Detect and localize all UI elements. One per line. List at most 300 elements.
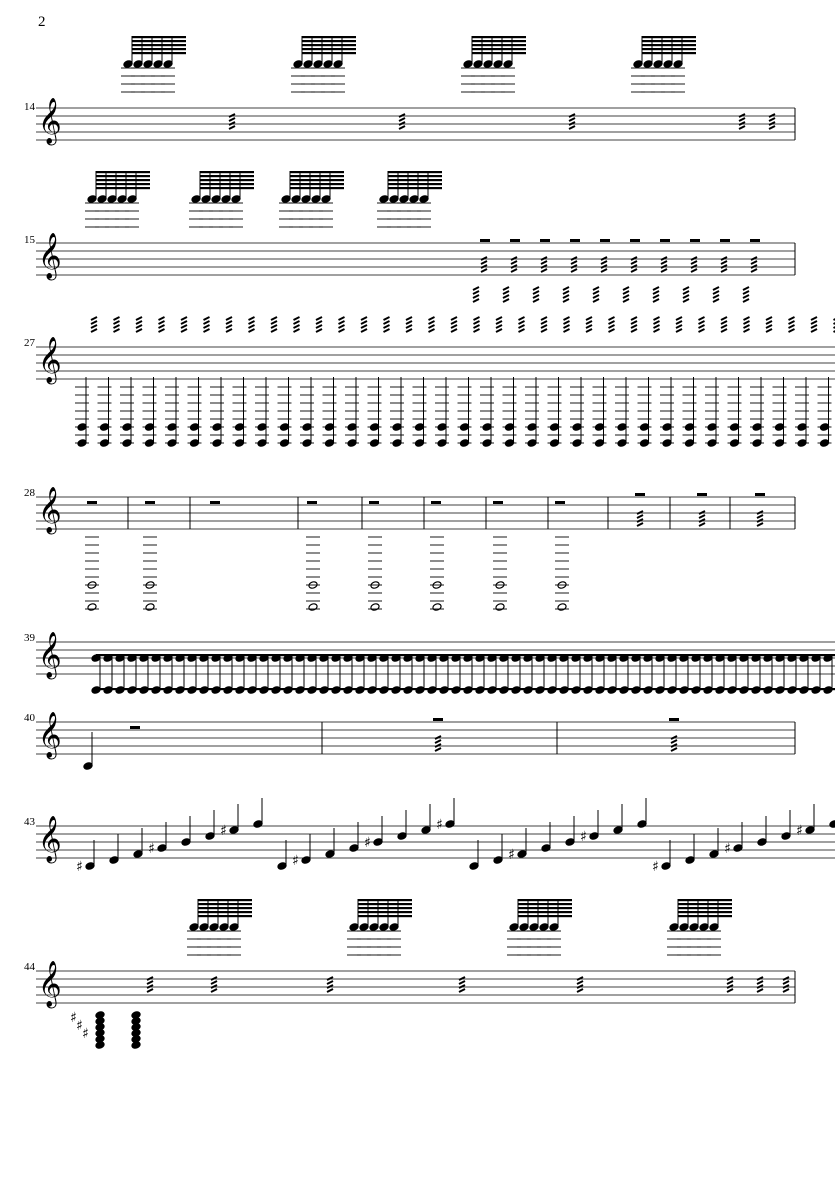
- notehead-icon: [529, 923, 539, 932]
- tremolo-mark: [181, 329, 187, 332]
- tremolo-mark: [757, 515, 763, 518]
- notehead-icon: [189, 923, 199, 932]
- tremolo-mark: [474, 317, 480, 320]
- notehead-icon: [359, 923, 369, 932]
- tremolo-mark: [569, 114, 575, 117]
- measure-number-43: 43: [24, 816, 35, 828]
- tremolo-mark: [757, 977, 763, 980]
- notehead-icon: [349, 923, 359, 932]
- tremolo-mark: [751, 269, 757, 272]
- tremolo-mark: [474, 321, 480, 324]
- tremolo-mark: [721, 317, 727, 320]
- note-beam: [302, 52, 356, 54]
- tremolo-mark: [757, 519, 763, 522]
- tremolo-mark: [727, 977, 733, 980]
- tremolo-mark: [481, 265, 487, 268]
- note-beam: [200, 175, 254, 177]
- notehead-icon: [181, 838, 191, 847]
- notehead-icon: [221, 195, 231, 204]
- notehead-icon: [333, 60, 343, 69]
- notehead-icon: [117, 195, 127, 204]
- tremolo-mark: [533, 291, 539, 294]
- notehead-icon: [163, 60, 173, 69]
- tremolo-mark: [541, 269, 547, 272]
- tremolo-mark: [339, 317, 345, 320]
- tremolo-mark: [721, 265, 727, 268]
- notehead-icon: [85, 862, 95, 871]
- tremolo-mark: [511, 265, 517, 268]
- notehead-icon: [673, 60, 683, 69]
- tremolo-mark: [699, 325, 705, 328]
- notehead-icon: [637, 820, 647, 829]
- sharp-icon: ♯: [148, 841, 155, 857]
- note-beam: [358, 899, 412, 901]
- tremolo-mark: [563, 287, 569, 290]
- sharp-icon: ♯: [508, 847, 515, 863]
- tremolo-mark: [593, 299, 599, 302]
- notehead-icon: [469, 862, 479, 871]
- tremolo-mark: [211, 985, 217, 988]
- tremolo-mark: [451, 325, 457, 328]
- note-beam: [96, 171, 150, 173]
- notehead-icon: [133, 850, 143, 859]
- note-beam: [388, 171, 442, 173]
- tremolo-mark: [564, 325, 570, 328]
- notehead-icon: [313, 60, 323, 69]
- tremolo-mark: [654, 317, 660, 320]
- tremolo-mark: [481, 261, 487, 264]
- notehead-icon: [321, 195, 331, 204]
- rest-icon: [307, 501, 317, 504]
- tremolo-mark: [229, 126, 235, 129]
- notehead-icon: [379, 195, 389, 204]
- tremolo-mark: [384, 325, 390, 328]
- notehead-icon: [805, 826, 815, 835]
- note-beam: [198, 903, 252, 905]
- notehead-icon: [757, 838, 767, 847]
- measure-number-14: 14: [24, 101, 35, 113]
- tremolo-mark: [654, 321, 660, 324]
- tremolo-mark: [671, 740, 677, 743]
- rest-icon: [510, 239, 520, 242]
- notehead-icon: [463, 60, 473, 69]
- tremolo-mark: [713, 287, 719, 290]
- rest-icon: [669, 718, 679, 721]
- notehead-icon: [211, 195, 221, 204]
- treble-clef-icon: 𝄞: [38, 98, 62, 144]
- sharp-icon: ♯: [436, 817, 443, 833]
- notehead-icon: [253, 820, 263, 829]
- notehead-icon: [685, 856, 695, 865]
- tremolo-mark: [384, 321, 390, 324]
- tremolo-mark: [511, 261, 517, 264]
- tremolo-mark: [473, 295, 479, 298]
- tremolo-mark: [757, 985, 763, 988]
- tremolo-mark: [541, 265, 547, 268]
- tremolo-mark: [136, 325, 142, 328]
- tremolo-mark: [757, 989, 763, 992]
- treble-clef-icon: 𝄞: [38, 712, 62, 758]
- notehead-icon: [633, 60, 643, 69]
- notehead-icon: [369, 923, 379, 932]
- notehead-icon: [219, 923, 229, 932]
- tremolo-mark: [671, 748, 677, 751]
- notehead-icon: [432, 603, 442, 612]
- tremolo-mark: [473, 291, 479, 294]
- tremolo-mark: [653, 291, 659, 294]
- tremolo-mark: [721, 321, 727, 324]
- notehead-icon: [199, 923, 209, 932]
- tremolo-mark: [271, 321, 277, 324]
- note-beam: [678, 911, 732, 913]
- notehead-icon: [733, 844, 743, 853]
- tremolo-mark: [399, 122, 405, 125]
- notehead-icon: [325, 850, 335, 859]
- notehead-icon: [379, 923, 389, 932]
- notehead-icon: [781, 832, 791, 841]
- notehead-icon: [209, 923, 219, 932]
- tremolo-mark: [511, 269, 517, 272]
- tremolo-mark: [661, 261, 667, 264]
- rest-icon: [660, 239, 670, 242]
- note-beam: [388, 179, 442, 181]
- tremolo-mark: [339, 329, 345, 332]
- tremolo-mark: [739, 126, 745, 129]
- rest-icon: [600, 239, 610, 242]
- tremolo-mark: [474, 325, 480, 328]
- tremolo-mark: [751, 265, 757, 268]
- tremolo-mark: [699, 511, 705, 514]
- note-beam: [388, 183, 442, 185]
- tremolo-mark: [654, 329, 660, 332]
- note-beam: [290, 175, 344, 177]
- notehead-icon: [205, 832, 215, 841]
- tremolo-mark: [406, 325, 412, 328]
- sharp-icon: ♯: [364, 835, 371, 851]
- tremolo-mark: [586, 329, 592, 332]
- rest-icon: [145, 501, 155, 504]
- tremolo-mark: [136, 329, 142, 332]
- tremolo-mark: [571, 265, 577, 268]
- rest-icon: [433, 718, 443, 721]
- measure-number-27: 27: [24, 337, 35, 349]
- tremolo-mark: [249, 329, 255, 332]
- treble-clef-icon: 𝄞: [38, 487, 62, 533]
- note-beam: [642, 40, 696, 42]
- tremolo-mark: [601, 257, 607, 260]
- note-beam: [96, 183, 150, 185]
- tremolo-mark: [744, 321, 750, 324]
- tremolo-mark: [316, 329, 322, 332]
- tremolo-mark: [783, 989, 789, 992]
- notehead-icon: [145, 603, 155, 612]
- note-beam: [642, 36, 696, 38]
- notehead-icon: [109, 856, 119, 865]
- tremolo-mark: [691, 257, 697, 260]
- tremolo-mark: [503, 291, 509, 294]
- tremolo-mark: [661, 269, 667, 272]
- notehead-icon: [389, 923, 399, 932]
- note-beam: [388, 187, 442, 189]
- rest-icon: [480, 239, 490, 242]
- tremolo-mark: [671, 744, 677, 747]
- note-beam: [358, 915, 412, 917]
- tremolo-mark: [743, 291, 749, 294]
- notehead-icon: [87, 603, 97, 612]
- notehead-icon: [231, 195, 241, 204]
- sharp-icon: ♯: [70, 1010, 77, 1026]
- tremolo-mark: [739, 118, 745, 121]
- page-number: 2: [38, 14, 46, 30]
- tremolo-mark: [683, 295, 689, 298]
- tremolo-mark: [204, 321, 210, 324]
- tremolo-mark: [294, 325, 300, 328]
- tremolo-mark: [623, 291, 629, 294]
- note-beam: [302, 48, 356, 50]
- tremolo-mark: [541, 257, 547, 260]
- tremolo-mark: [114, 325, 120, 328]
- tremolo-mark: [609, 321, 615, 324]
- tremolo-mark: [451, 317, 457, 320]
- notehead-icon: [399, 195, 409, 204]
- notehead-icon: [495, 603, 505, 612]
- note-beam: [472, 48, 526, 50]
- sharp-icon: ♯: [796, 823, 803, 839]
- tremolo-mark: [519, 329, 525, 332]
- sharp-icon: ♯: [82, 1026, 89, 1042]
- tremolo-mark: [91, 329, 97, 332]
- tremolo-mark: [136, 321, 142, 324]
- note-beam: [302, 44, 356, 46]
- tremolo-mark: [503, 299, 509, 302]
- tremolo-mark: [159, 317, 165, 320]
- tremolo-mark: [249, 321, 255, 324]
- note-beam: [358, 911, 412, 913]
- note-beam: [132, 36, 186, 38]
- tremolo-mark: [593, 291, 599, 294]
- note-beam: [198, 899, 252, 901]
- note-beam: [200, 179, 254, 181]
- tremolo-mark: [653, 295, 659, 298]
- tremolo-mark: [226, 329, 232, 332]
- note-beam: [358, 907, 412, 909]
- notehead-icon: [493, 60, 503, 69]
- tremolo-mark: [229, 114, 235, 117]
- tremolo-mark: [691, 269, 697, 272]
- tremolo-mark: [751, 257, 757, 260]
- tremolo-mark: [481, 257, 487, 260]
- notehead-icon: [311, 195, 321, 204]
- note-beam: [472, 40, 526, 42]
- tremolo-mark: [459, 985, 465, 988]
- tremolo-mark: [783, 977, 789, 980]
- tremolo-mark: [435, 740, 441, 743]
- tremolo-mark: [399, 126, 405, 129]
- tremolo-mark: [159, 321, 165, 324]
- note-beam: [302, 36, 356, 38]
- tremolo-mark: [671, 736, 677, 739]
- tremolo-mark: [399, 114, 405, 117]
- notehead-icon: [83, 762, 93, 771]
- tremolo-mark: [569, 126, 575, 129]
- notehead-icon: [679, 923, 689, 932]
- tremolo-mark: [563, 299, 569, 302]
- tremolo-mark: [496, 321, 502, 324]
- rest-icon: [369, 501, 379, 504]
- notehead-icon: [709, 923, 719, 932]
- tremolo-mark: [361, 321, 367, 324]
- rest-icon: [431, 501, 441, 504]
- tremolo-mark: [226, 321, 232, 324]
- tremolo-mark: [789, 329, 795, 332]
- notehead-icon: [565, 838, 575, 847]
- notehead-icon: [663, 60, 673, 69]
- tremolo-mark: [541, 325, 547, 328]
- tremolo-mark: [496, 325, 502, 328]
- tremolo-mark: [609, 329, 615, 332]
- notehead-icon: [549, 923, 559, 932]
- tremolo-mark: [744, 329, 750, 332]
- tremolo-mark: [571, 257, 577, 260]
- tremolo-mark: [769, 126, 775, 129]
- rest-icon: [755, 493, 765, 496]
- tremolo-mark: [226, 325, 232, 328]
- tremolo-mark: [631, 317, 637, 320]
- tremolo-mark: [769, 122, 775, 125]
- tremolo-mark: [249, 325, 255, 328]
- tremolo-mark: [699, 329, 705, 332]
- notehead-icon: [281, 195, 291, 204]
- tremolo-mark: [683, 291, 689, 294]
- tremolo-mark: [783, 985, 789, 988]
- tremolo-mark: [564, 317, 570, 320]
- tremolo-mark: [751, 261, 757, 264]
- tremolo-mark: [593, 295, 599, 298]
- tremolo-mark: [429, 325, 435, 328]
- tremolo-mark: [91, 321, 97, 324]
- notehead-icon: [143, 60, 153, 69]
- tremolo-mark: [744, 317, 750, 320]
- tremolo-mark: [114, 329, 120, 332]
- tremolo-mark: [577, 981, 583, 984]
- tremolo-mark: [744, 325, 750, 328]
- tremolo-mark: [451, 329, 457, 332]
- note-beam: [678, 915, 732, 917]
- tremolo-mark: [577, 977, 583, 980]
- tremolo-mark: [661, 265, 667, 268]
- tremolo-mark: [294, 317, 300, 320]
- tremolo-mark: [327, 989, 333, 992]
- measure-number-44: 44: [24, 961, 35, 973]
- notehead-icon: [421, 826, 431, 835]
- tremolo-mark: [474, 329, 480, 332]
- tremolo-mark: [399, 118, 405, 121]
- tremolo-mark: [249, 317, 255, 320]
- note-beam: [96, 175, 150, 177]
- notehead-icon: [643, 60, 653, 69]
- notehead-icon: [323, 60, 333, 69]
- rest-icon: [493, 501, 503, 504]
- sharp-icon: ♯: [220, 823, 227, 839]
- tremolo-mark: [676, 325, 682, 328]
- tremolo-mark: [739, 122, 745, 125]
- tremolo-mark: [631, 329, 637, 332]
- tremolo-mark: [533, 295, 539, 298]
- tremolo-mark: [114, 317, 120, 320]
- note-beam: [96, 654, 835, 656]
- tremolo-mark: [541, 329, 547, 332]
- tremolo-mark: [316, 325, 322, 328]
- treble-clef-icon: 𝄞: [38, 816, 62, 862]
- notehead-icon: [613, 826, 623, 835]
- notehead-icon: [409, 195, 419, 204]
- tremolo-mark: [637, 523, 643, 526]
- sharp-icon: ♯: [292, 853, 299, 869]
- tremolo-mark: [361, 317, 367, 320]
- tremolo-mark: [769, 114, 775, 117]
- rest-icon: [750, 239, 760, 242]
- notehead-icon: [87, 195, 97, 204]
- tremolo-mark: [229, 118, 235, 121]
- tremolo-mark: [631, 269, 637, 272]
- notehead-icon: [229, 826, 239, 835]
- tremolo-mark: [699, 519, 705, 522]
- tremolo-mark: [721, 269, 727, 272]
- rest-icon: [690, 239, 700, 242]
- tremolo-mark: [691, 265, 697, 268]
- tremolo-mark: [623, 287, 629, 290]
- tremolo-mark: [91, 325, 97, 328]
- note-beam: [96, 688, 835, 690]
- tremolo-mark: [533, 299, 539, 302]
- sharp-icon: ♯: [724, 841, 731, 857]
- tremolo-mark: [654, 325, 660, 328]
- tremolo-mark: [406, 321, 412, 324]
- tremolo-mark: [226, 317, 232, 320]
- notehead-icon: [483, 60, 493, 69]
- tremolo-mark: [739, 114, 745, 117]
- notehead-icon: [493, 856, 503, 865]
- tremolo-mark: [721, 325, 727, 328]
- note-beam: [198, 907, 252, 909]
- sharp-icon: ♯: [76, 859, 83, 875]
- tremolo-mark: [496, 329, 502, 332]
- tremolo-mark: [721, 257, 727, 260]
- tremolo-mark: [136, 317, 142, 320]
- note-beam: [678, 899, 732, 901]
- note-beam: [678, 903, 732, 905]
- tremolo-mark: [577, 985, 583, 988]
- note-beam: [200, 171, 254, 173]
- notehead-icon: [301, 195, 311, 204]
- note-beam: [132, 44, 186, 46]
- tremolo-mark: [637, 519, 643, 522]
- rest-icon: [87, 501, 97, 504]
- tremolo-mark: [811, 329, 817, 332]
- tremolo-mark: [783, 981, 789, 984]
- rest-icon: [720, 239, 730, 242]
- tremolo-mark: [459, 981, 465, 984]
- note-beam: [472, 52, 526, 54]
- tremolo-mark: [339, 325, 345, 328]
- tremolo-mark: [637, 515, 643, 518]
- tremolo-mark: [271, 329, 277, 332]
- tremolo-mark: [571, 269, 577, 272]
- tremolo-mark: [699, 317, 705, 320]
- measure-number-39: 39: [24, 632, 35, 644]
- note-beam: [200, 183, 254, 185]
- notehead-icon: [370, 603, 380, 612]
